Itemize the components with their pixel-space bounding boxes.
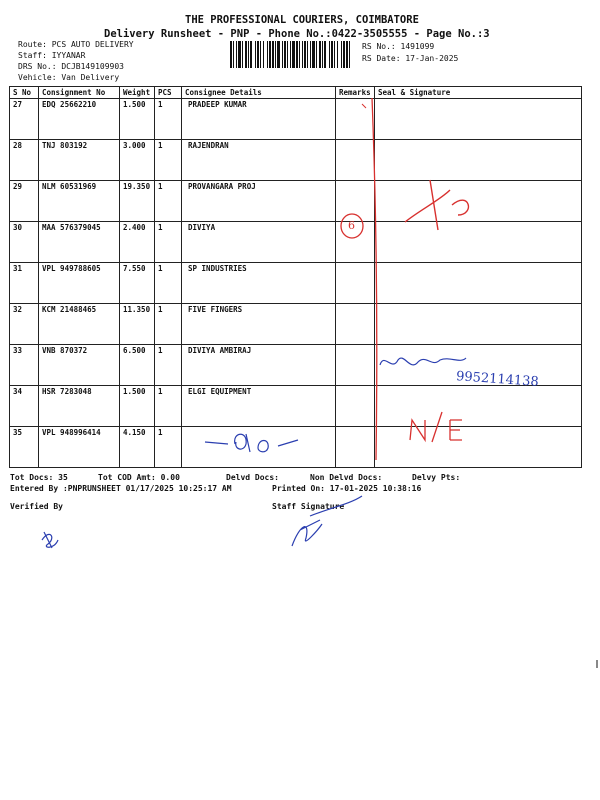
cell-weight: 7.550	[120, 263, 155, 304]
col-consignment: Consignment No	[39, 87, 120, 99]
cell-weight: 4.150	[120, 427, 155, 468]
cell-pcs: 1	[155, 99, 182, 140]
row33-signature	[380, 358, 466, 365]
rs-date: RS Date: 17-Jan-2025	[362, 54, 459, 63]
cell-consignment: VPL 948996414	[39, 427, 120, 468]
runsheet-subtitle: Delivery Runsheet - PNP - Phone No.:0422-3505555 - Page No.:3	[104, 28, 490, 40]
cell-consignee: RAJENDRAN	[182, 140, 336, 181]
row30-remark-handwritten: 6	[348, 219, 355, 232]
printed-on: Printed On: 17-01-2025 10:38:16	[272, 484, 422, 493]
col-consignee: Consignee Details	[182, 87, 336, 99]
cell-consignment: KCM 21488465	[39, 304, 120, 345]
cell-sno: 32	[10, 304, 39, 345]
cell-weight: 19.350	[120, 181, 155, 222]
cell-pcs: 1	[155, 345, 182, 386]
vehicle-label: Vehicle: Van Delivery	[18, 73, 120, 82]
cell-weight: 1.500	[120, 99, 155, 140]
cell-pcs: 1	[155, 304, 182, 345]
delvy-pts: Delvy Pts:	[412, 473, 461, 482]
cell-consignment: NLM 60531969	[39, 181, 120, 222]
row29-seal-scrawl	[405, 180, 468, 230]
cell-sno: 31	[10, 263, 39, 304]
cell-weight: 3.000	[120, 140, 155, 181]
row35-do-scrawl	[205, 434, 298, 452]
scan-mark	[596, 660, 598, 668]
cell-consignee: PROVANGARA PROJ	[182, 181, 336, 222]
col-seal-signature: Seal & Signature	[375, 87, 582, 99]
cell-consignment: MAA 576379045	[39, 222, 120, 263]
cell-consignee: PRADEEP KUMAR	[182, 99, 336, 140]
col-weight: Weight	[120, 87, 155, 99]
company-name: THE PROFESSIONAL COURIERS, COIMBATORE	[185, 14, 419, 26]
col-remarks: Remarks	[336, 87, 375, 99]
cell-consignment: VPL 949788605	[39, 263, 120, 304]
drs-number: DRS No.: DCJB149109903	[18, 62, 124, 71]
delvd-docs: Delvd Docs:	[226, 473, 279, 482]
cell-pcs: 1	[155, 222, 182, 263]
cell-consignee: DIVIYA AMBIRAJ	[182, 345, 336, 386]
cell-pcs: 1	[155, 140, 182, 181]
cell-sno: 35	[10, 427, 39, 468]
cell-consignment: EDQ 25662210	[39, 99, 120, 140]
tot-cod-amt: Tot COD Amt: 0.00	[98, 473, 180, 482]
rs-number: RS No.: 1491099	[362, 42, 435, 51]
cell-sno: 28	[10, 140, 39, 181]
remark-tick	[362, 104, 366, 108]
cell-consignee: DIVIYA	[182, 222, 336, 263]
cell-consignment: VNB 870372	[39, 345, 120, 386]
staff-label: Staff: IYYANAR	[18, 51, 86, 60]
verified-by-signature	[42, 532, 58, 548]
col-pcs: PCS	[155, 87, 182, 99]
verified-by: Verified By	[10, 502, 63, 511]
cell-consignment: HSR 7283048	[39, 386, 120, 427]
cell-consignee: ELGI EQUIPMENT	[182, 386, 336, 427]
cell-weight: 11.350	[120, 304, 155, 345]
cell-consignee: SP INDUSTRIES	[182, 263, 336, 304]
cell-weight: 6.500	[120, 345, 155, 386]
route-label: Route: PCS AUTO DELIVERY	[18, 40, 134, 49]
red-ink-line	[372, 98, 377, 460]
cell-consignment: TNJ 803192	[39, 140, 120, 181]
cell-pcs: 1	[155, 427, 182, 468]
col-sno: S No	[10, 87, 39, 99]
cell-consignee: FIVE FINGERS	[182, 304, 336, 345]
cell-sno: 27	[10, 99, 39, 140]
cell-sno: 30	[10, 222, 39, 263]
cell-sno: 29	[10, 181, 39, 222]
cell-weight: 2.400	[120, 222, 155, 263]
cell-pcs: 1	[155, 386, 182, 427]
staff-signature-scribble	[292, 496, 362, 546]
entered-by: Entered By :PNPRUNSHEET 01/17/2025 10:25:17 AM	[10, 484, 232, 493]
cell-sno: 34	[10, 386, 39, 427]
cell-sno: 33	[10, 345, 39, 386]
cell-pcs: 1	[155, 263, 182, 304]
non-delvd-docs: Non Delvd Docs:	[310, 473, 383, 482]
cell-weight: 1.500	[120, 386, 155, 427]
tot-docs: Tot Docs: 35	[10, 473, 68, 482]
cell-pcs: 1	[155, 181, 182, 222]
staff-signature-label: Staff Signature	[272, 502, 345, 511]
row33-phone-handwritten: 9952114138	[455, 369, 540, 390]
